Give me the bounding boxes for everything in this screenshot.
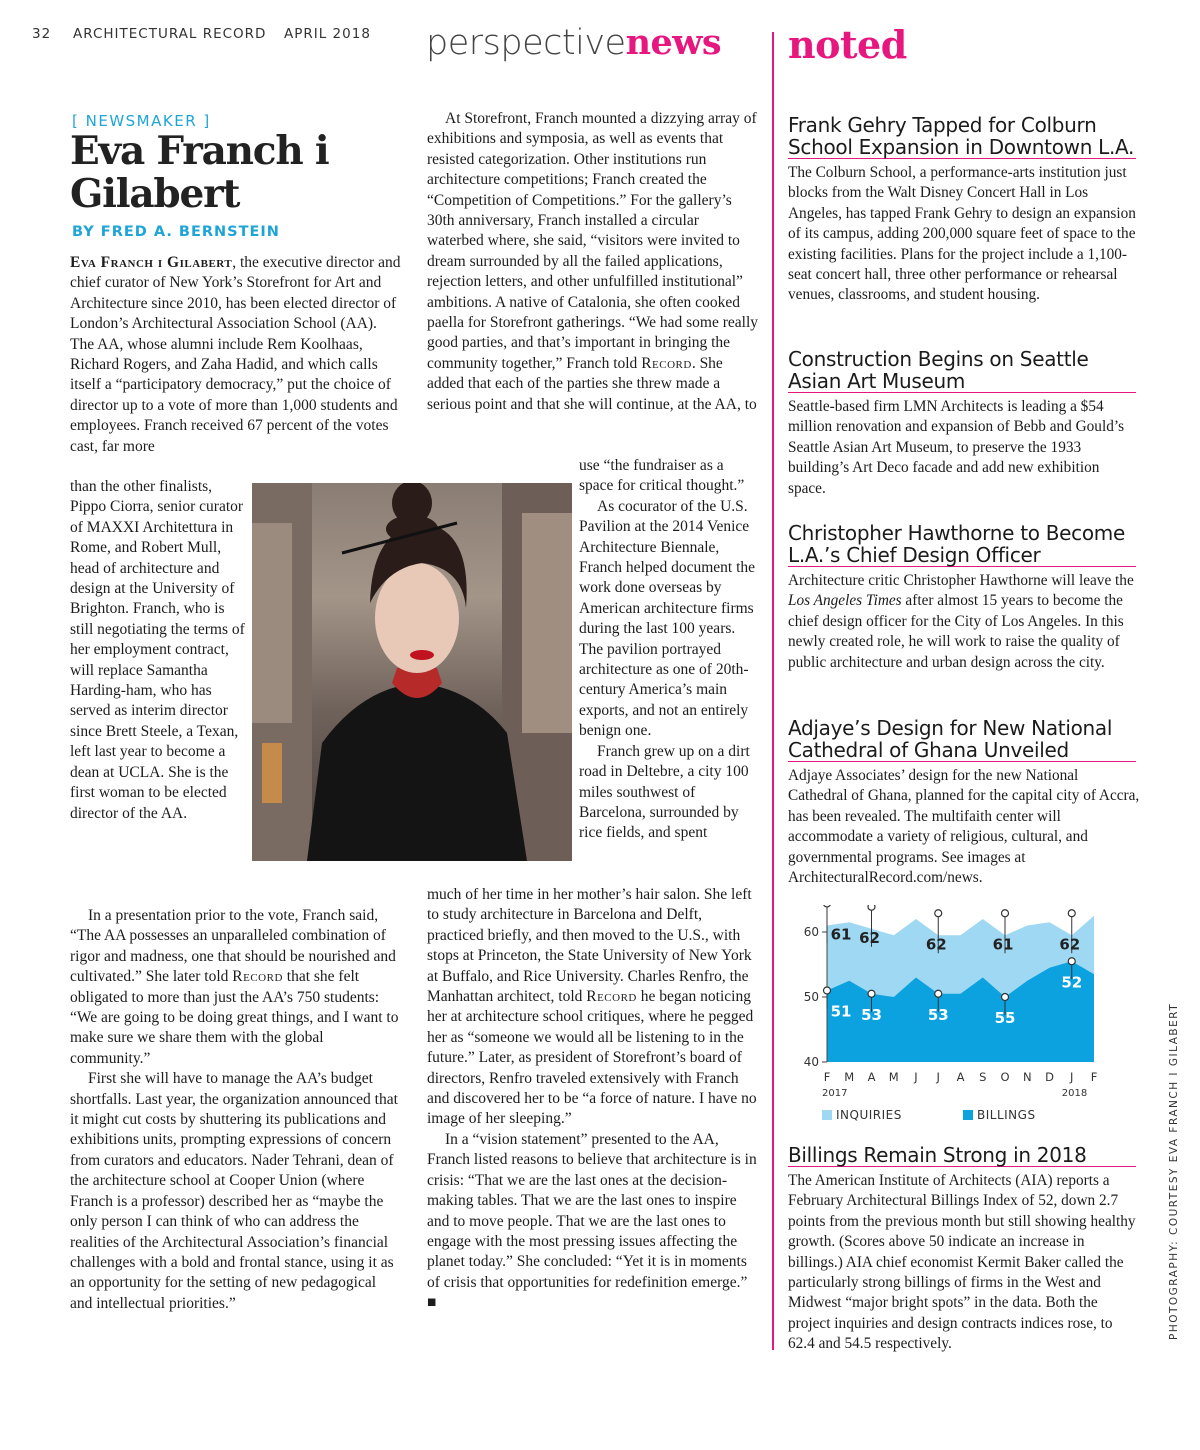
story-4-title: Adjaye’s Design for New National Cathedral of Ghana Unveiled	[788, 717, 1136, 762]
article-col2-narrow	[579, 456, 761, 844]
callout-label-9: 52	[1061, 973, 1083, 992]
story-2-title: Construction Begins on Seattle Asian Art Museum	[788, 348, 1136, 393]
callout-dot-9	[1068, 958, 1075, 965]
article-col1-bottom	[70, 906, 402, 1314]
paragraph-1a	[70, 253, 402, 457]
story-3-body-b: after almost 15 years to become the chief design officer for the City of Los Angeles. In this newly created role, he will work to raise the quality of public architecture and urban design across the city.	[788, 592, 1124, 671]
portrait-photo	[252, 483, 572, 861]
end-mark: ■	[427, 1294, 437, 1312]
story-3-body-em: Los Angeles Times	[788, 592, 902, 610]
article-col1-top	[70, 253, 402, 457]
section-kicker	[426, 22, 721, 63]
x-tick-label-5: J	[936, 1070, 940, 1084]
callout-dot-7	[935, 990, 942, 997]
record-smallcaps-3: Record	[586, 988, 637, 1006]
paragraph-4c: use “the fundraiser as a space for critical thought.”	[579, 457, 745, 495]
story-5-body: The American Institute of Architects (AIA) reports a February Architectural Billings Index of 52, down 2.7 points from the previous month but still showing healthy growth. (Scores above 50 indicate an increase in billings.) AIA chief economist Kermit Baker called the particularly strong billings of firms in the West and Midwest “major bright spots” in the data. Both the project inquiries and design contracts indices rose, to 62.4 and 54.5 respectively.	[788, 1172, 1136, 1353]
paragraph-5: As cocurator of the U.S. Pavilion at the 2014 Venice Architecture Biennale, Franch helped document the work done overseas by American architecture firms during the last 100 years. The pavilion portrayed architecture as one of 20th-century America’s main exports, and not an entirely benign one.	[579, 497, 756, 740]
noted-story-1	[788, 114, 1140, 306]
callout-dot-6	[868, 990, 875, 997]
callout-label-7: 53	[927, 1005, 949, 1024]
callout-label-5: 51	[830, 1002, 852, 1021]
x-tick-label-2: A	[867, 1070, 876, 1084]
noted-story-5	[788, 1144, 1140, 1355]
noted-story-2	[788, 348, 1140, 499]
callout-dot-1	[868, 905, 875, 910]
callout-label-6: 53	[861, 1005, 882, 1024]
story-4-body: Adjaye Associates’ design for the new National Cathedral of Ghana, planned for the capital city of Accra, has been revealed. The multifaith center will accommodate a variety of religious, cultural, and governmental programs. See images at ArchitecturalRecord.com/news.	[788, 767, 1140, 887]
story-1-title: Frank Gehry Tapped for Colburn School Expansion in Downtown L.A.	[788, 113, 1135, 159]
paragraph-2b: that she felt obligated to more than just the AA’s 750 students: “We are going to be doing great things, and I want to make sure we share them with the global community.”	[70, 968, 399, 1067]
paragraph-7-text: In a “vision statement” presented to the AA, Franch listed reasons to believe that architecture is in crisis: “That we are the last ones at the decision-making tables. That we are the last ones to inspire and to move people. That we are the last ones to engage with the most pressing issues affecting the planet today.” She concluded: “Yet it is in moments of crisis that opportunities for redefinition emerge.”	[427, 1130, 757, 1291]
publication-name: ARCHITECTURAL RECORD	[73, 26, 267, 42]
noted-story-4	[788, 717, 1140, 888]
callout-dot-2	[935, 910, 942, 917]
x-tick-label-4: J	[914, 1070, 918, 1084]
legend-billings-label: BILLINGS	[977, 1108, 1036, 1122]
x-tick-label-6: A	[956, 1070, 965, 1084]
x-tick-label-8: O	[1000, 1070, 1010, 1084]
byline: BY FRED A. BERNSTEIN	[72, 224, 280, 240]
section-kicker-bold: news	[625, 22, 722, 63]
noted-story-3	[788, 522, 1140, 673]
column-divider	[772, 32, 774, 1350]
x-tick-label-0: F	[823, 1070, 831, 1084]
paragraph-6b	[427, 885, 759, 1130]
article-title: Eva Franch i Gilabert	[70, 128, 329, 217]
paragraph-4a: At Storefront, Franch mounted a dizzying array of exhibitions and symposia, as well as events that resisted categorization. Other institutions run architecture competitions; Franch created the “Competition of Competitions.” For the gallery’s 30th anniversary, Franch installed a circular waterbed where, she said, “visitors were invited to dream surrounded by all the failed applications, rejection letters, and other unfulfilled institutional” ambitions. A native of Catalonia, she often cooked paella for Storefront gatherings. “We had some really good parties, and that’s important in bringing the community together,” Franch told	[427, 110, 759, 372]
story-1-body: The Colburn School, a performance-arts institution just blocks from the Walt Disney Concert Hall in Los Angeles, has tapped Frank Gehry to design an expansion of its campus, adding 200,000 square feet of space to the existing facilities. Plans for the project include a 1,100-seat concert hall, three other performance or rehearsal venues, classrooms, and student housing.	[788, 164, 1136, 304]
callout-dot-4	[1068, 910, 1075, 917]
section-kicker-light: perspective	[426, 23, 626, 63]
y-tick-label-60: 60	[803, 925, 819, 939]
legend-inquiries-label: INQUIRIES	[836, 1108, 902, 1122]
story-3-body	[788, 571, 1140, 673]
lead-name: Eva Franch i Gilabert	[70, 254, 233, 271]
paragraph-1a-text: , the executive director and chief curator of New York’s Storefront for Art and Architecture since 2010, has been elected director of London’s Architectural Association School (AA). The AA, whose alumni include Rem Koolhaas, Richard Rogers, and Zaha Hadid, and which calls itself a “participatory democracy,” put the choice of director up to a vote of more than 1,000 students and employees. Franch received 67 percent of the votes cast, far more	[70, 254, 401, 455]
legend-swatch-billings	[963, 1110, 973, 1120]
story-3-title: Christopher Hawthorne to Become L.A.’s Chief Design Officer	[788, 522, 1136, 567]
callout-label-1: 62	[859, 928, 880, 947]
sidebar-title: noted	[788, 22, 907, 67]
paragraph-6c: he began noticing her at architecture school critiques, where he pegged her as “someone we would all be listening to in the future.” Later, as president of Storefront’s board of directors, Renfro traveled extensively with Franch and discovered her to be “a force of nature. I have no image of her sleeping.”	[427, 988, 757, 1128]
paragraph-4	[427, 109, 759, 415]
x-tick-label-1: M	[844, 1070, 855, 1084]
portrait-illustration	[252, 483, 572, 861]
callout-dot-3	[1002, 910, 1009, 917]
article-col2-bottom	[427, 885, 759, 1314]
x-tick-label-12: F	[1090, 1070, 1098, 1084]
y-tick-label-50: 50	[803, 990, 819, 1004]
paragraph-6a: Franch grew up on a dirt road in Deltebre, a city 100 miles southwest of Barcelona, surrounded by rice fields, and spent	[579, 742, 750, 842]
paragraph-2a: In a presentation prior to the vote, Franch said, “The AA possesses an unparalleled combination of rigor and madness, one that should be nourished and cultivated.” She later told	[70, 907, 396, 986]
x-tick-label-11: J	[1070, 1070, 1074, 1084]
paragraph-3: First she will have to manage the AA’s budget shortfalls. Last year, the organization announced that it might cut costs by shuttering its publications and exhibitions units, prompting expressions of concern from curators and educators. Nader Tehrani, dean of the architecture school at Cooper Union (where Franch is a professor) described her as “maybe the only person I can think of who can address the realities of the Architectural Association’s financial challenges with a bold and frontal stance, using it as an opportunity for the setting of new pedagogical and intellectual priorities.”	[70, 1070, 398, 1312]
legend-swatch-inquiries	[822, 1110, 832, 1120]
x-year-label-2017: 2017	[822, 1088, 848, 1099]
article-col2-top	[427, 109, 759, 415]
x-tick-label-9: N	[1022, 1070, 1032, 1084]
story-5-title: Billings Remain Strong in 2018	[788, 1144, 1136, 1167]
callout-dot-5	[824, 987, 831, 994]
legend-inquiries	[822, 1108, 902, 1122]
photo-credit: PHOTOGRAPHY: COURTESY EVA FRANCH I GILABERT	[1168, 1002, 1180, 1340]
x-tick-label-10: D	[1045, 1070, 1054, 1084]
callout-label-2: 62	[925, 935, 947, 954]
abi-area-chart	[782, 905, 1137, 1130]
legend-billings	[963, 1108, 1036, 1122]
story-3-body-a: Architecture critic Christopher Hawthorne will leave the	[788, 572, 1134, 589]
paragraph-4b: . She added that each of the parties she threw made a serious point and that she will continue, at the AA, to	[427, 354, 757, 413]
page-number: 32	[32, 26, 52, 42]
callout-label-3: 61	[992, 935, 1014, 954]
issue-date: APRIL 2018	[284, 26, 371, 42]
article-col1-narrow	[70, 477, 246, 824]
callout-label-4: 62	[1059, 935, 1081, 954]
callout-label-0: 61	[830, 925, 852, 944]
paragraph-6b-text: much of her time in her mother’s hair salon. She left to study architecture in Barcelona and Delft, practiced briefly, and then moved to the U.S., with stops at Princeton, the State University of New York at Buffalo, and Rice University. Charles Renfro, the Manhattan architect, told	[427, 886, 752, 1006]
paragraph-1b: than the other finalists, Pippo Ciorra, senior curator of MAXXI Architettura in Rome, and Robert Mull, head of architecture and design at the University of Brighton. Franch, who is still negotiating the terms of her employment contract, will replace Samantha Harding-ham, who has served as interim director since Brett Steele, a Texan, left last year to become a dean at UCLA. She is the first woman to be elected director of the AA.	[70, 478, 245, 822]
x-year-label-2018: 2018	[1061, 1088, 1088, 1099]
callout-dot-8	[1002, 994, 1009, 1001]
x-tick-label-7: S	[979, 1070, 987, 1084]
callout-dot-0	[824, 905, 831, 907]
record-smallcaps: Record	[232, 968, 283, 986]
callout-label-8: 55	[994, 1009, 1016, 1027]
x-tick-label-3: M	[888, 1070, 899, 1084]
story-2-body: Seattle-based firm LMN Architects is leading a $54 million renovation and expansion of Bebb and Gould’s Seattle Asian Art Museum, to preserve the 1933 building’s Art Deco facade and add new exhibition space.	[788, 398, 1125, 497]
paragraph-2	[70, 906, 402, 1069]
newsmaker-label: [ NEWSMAKER ]	[72, 112, 211, 130]
paragraph-7	[427, 1130, 759, 1314]
record-smallcaps-2: Record	[641, 354, 692, 372]
y-tick-label-40: 40	[803, 1055, 819, 1069]
